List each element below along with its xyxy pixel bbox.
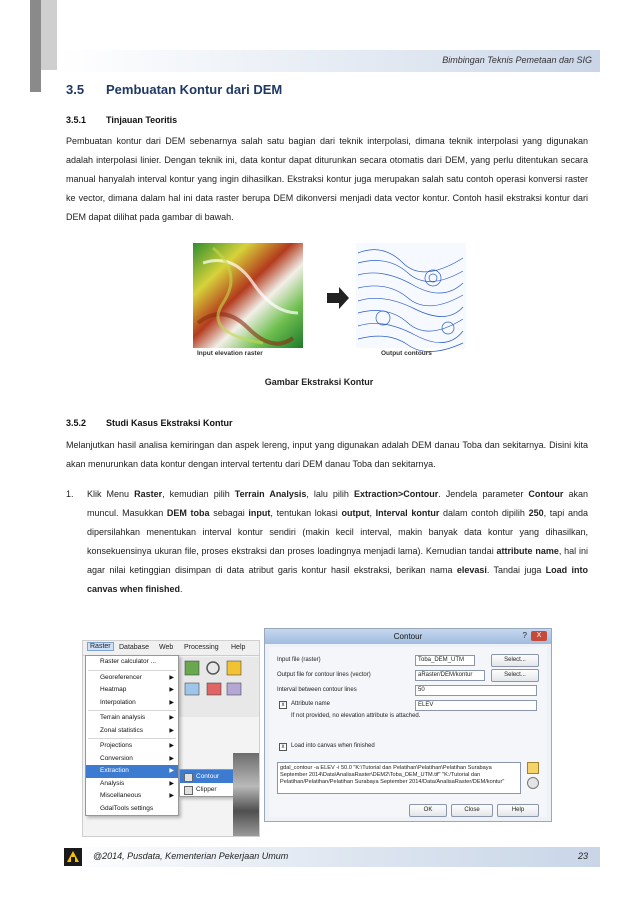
menu-item-projections[interactable]: Projections ▶ bbox=[86, 740, 178, 753]
menu-item-extraction[interactable]: Extraction ▶ bbox=[86, 765, 178, 778]
input-file-select[interactable]: Toba_DEM_UTM bbox=[415, 655, 475, 666]
input-raster-label: Input elevation raster bbox=[197, 350, 263, 357]
menu-item-georeferencer[interactable]: Georeferencer ▶ bbox=[86, 672, 178, 685]
subsection-title-theory bbox=[66, 115, 177, 125]
clipper-icon bbox=[184, 786, 193, 795]
raster-dropdown-menu bbox=[85, 655, 179, 816]
dialog-titlebar bbox=[265, 629, 551, 644]
ministry-logo-icon bbox=[64, 848, 82, 866]
submenu-item-clipper[interactable]: Clipper bbox=[180, 783, 236, 796]
figure-caption: Gambar Ekstraksi Kontur bbox=[264, 377, 374, 387]
menu-item-interpolation[interactable]: Interpolation ▶ bbox=[86, 697, 178, 710]
section-title bbox=[66, 82, 282, 97]
output-contours-label: Output contours bbox=[381, 350, 432, 357]
chevron-right-icon: ▶ bbox=[169, 768, 174, 774]
load-canvas-checkbox[interactable]: x bbox=[279, 743, 287, 751]
output-file-label: Output file for contour lines (vector) bbox=[277, 672, 371, 678]
output-file-field[interactable]: aRaster/DEM/kontur bbox=[415, 670, 485, 681]
step-1-text: Klik Menu Raster, kemudian pilih Terrain Analysis, lalu pilih Extraction>Contour. Jendela parameter Contour akan muncul. Masukkan DEM toba sebagai input, tentukan lokasi output, Interval kontur dalam contoh dipilih 250, tapi anda dipersilahkan menentukan interval kontur sendiri (makin kecil interval, makin banyak data kontur yang dihasilkan, konsekuensinya ukuran file, proses ekstraksi dan proses loadingnya menjadi lama). Kemudian tandai attribute name, hal ini agar nilai ketinggian disimpan di data atribut garis kontur hasil ekstraksi, berikan nama elevasi. Tandai juga Load into canvas when finished. bbox=[87, 489, 588, 594]
ok-button[interactable]: OK bbox=[409, 804, 447, 817]
chevron-right-icon: ▶ bbox=[169, 687, 174, 693]
output-contours-image bbox=[356, 243, 466, 352]
page-number: 23 bbox=[577, 851, 588, 861]
figure-graphic bbox=[193, 243, 466, 363]
menu-item-zonal-statistics[interactable]: Zonal statistics ▶ bbox=[86, 725, 178, 738]
gdal-command-text[interactable]: gdal_contour -a ELEV -i 50.0 "K:\Tutorial dan Pelatihan\Pelatihan\Pelatihan Surabaya September 2014\Data\AnalisaRaster\DEM2\Toba_DEM_UTM.tif" "K:/Tutorial dan Pelatihan/Pelatihan/Pelatihan Surabaya September 2014/Data/AnalisaRaster/DEM/kontur" bbox=[277, 762, 521, 794]
subsection-title-case-study bbox=[66, 418, 233, 428]
section-title-text: Pembuatan Kontur dari DEM bbox=[106, 82, 283, 97]
chevron-right-icon: ▶ bbox=[169, 793, 174, 799]
contour-dialog-screenshot bbox=[264, 628, 552, 822]
output-select-button[interactable]: Select... bbox=[491, 669, 539, 682]
header-decoration-dark bbox=[30, 0, 41, 92]
step-list bbox=[66, 485, 588, 599]
menu-processing[interactable]: Processing bbox=[184, 644, 219, 651]
menu-separator bbox=[88, 738, 176, 739]
case-study-paragraph: Melanjutkan hasil analisa kemiringan dan aspek lereng, input yang digunakan adalah DEM danau Toba dan sekitarnya. Disini kita akan menurunkan data kontur dengan interval tertentu dari DEM danau Toba dan sekitarnya. bbox=[66, 440, 588, 469]
input-file-label: Input file (raster) bbox=[277, 657, 321, 663]
qgis-menu-screenshot bbox=[82, 640, 260, 837]
chevron-right-icon: ▶ bbox=[169, 743, 174, 749]
attribute-label: Attribute name bbox=[291, 701, 331, 707]
toolbar-icons bbox=[179, 657, 259, 717]
subsection-number: 3.5.1 bbox=[66, 115, 87, 125]
menu-item-raster-calculator[interactable]: Raster calculator ... bbox=[100, 658, 156, 665]
chevron-right-icon: ▶ bbox=[169, 715, 174, 721]
dialog-title: Contour bbox=[393, 632, 423, 641]
dialog-body bbox=[269, 647, 547, 817]
chevron-right-icon: ▶ bbox=[169, 780, 174, 787]
menu-raster[interactable]: Raster bbox=[87, 642, 114, 651]
menu-web[interactable]: Web bbox=[159, 644, 174, 651]
reset-icon[interactable] bbox=[527, 777, 539, 789]
running-header: Bimbingan Teknis Pemetaan dan SIG bbox=[442, 55, 592, 65]
interval-field[interactable]: 50 bbox=[415, 685, 537, 696]
menu-item-gdaltools-settings[interactable]: GdalTools settings bbox=[100, 804, 154, 812]
menu-separator bbox=[88, 670, 176, 671]
map-canvas-preview bbox=[233, 753, 259, 836]
footer-copyright: @2014, Pusdata, Kementerian Pekerjaan Umum bbox=[93, 851, 289, 861]
arrow-icon bbox=[327, 287, 349, 309]
section-number: 3.5 bbox=[66, 82, 85, 97]
menu-database[interactable]: Database bbox=[119, 644, 149, 651]
chevron-right-icon: ▶ bbox=[169, 727, 174, 734]
step-marker: 1. bbox=[66, 489, 74, 499]
chevron-right-icon: ▶ bbox=[169, 674, 174, 681]
help-icon[interactable]: ? bbox=[522, 631, 527, 640]
load-canvas-label: Load into canvas when finished bbox=[291, 743, 375, 749]
menu-item-heatmap[interactable]: Heatmap ▶ bbox=[86, 684, 178, 697]
contour-icon bbox=[184, 773, 193, 782]
edit-icon[interactable] bbox=[527, 762, 539, 774]
chevron-right-icon: ▶ bbox=[169, 755, 174, 762]
input-select-button[interactable]: Select... bbox=[491, 654, 539, 667]
interval-label: Interval between contour lines bbox=[277, 687, 357, 693]
contour-extraction-figure bbox=[193, 243, 466, 363]
qgis-toolbar bbox=[179, 657, 259, 717]
attribute-checkbox[interactable]: x bbox=[279, 701, 287, 709]
extraction-submenu bbox=[179, 769, 237, 797]
menu-item-analysis[interactable]: Analysis ▶ bbox=[86, 778, 178, 791]
attribute-note: If not provided, no elevation attribute is attached. bbox=[291, 713, 421, 719]
header-decoration-light bbox=[41, 0, 57, 70]
input-raster-image bbox=[193, 243, 303, 348]
menu-item-terrain-analysis[interactable]: Terrain analysis ▶ bbox=[86, 712, 178, 725]
help-button[interactable]: Help bbox=[497, 804, 539, 817]
subsection-number: 3.5.2 bbox=[66, 418, 87, 428]
close-button[interactable]: Close bbox=[451, 804, 493, 817]
menu-help[interactable]: Help bbox=[231, 644, 246, 651]
attribute-field[interactable]: ELEV bbox=[415, 700, 537, 711]
submenu-item-contour[interactable]: Contour bbox=[180, 770, 236, 783]
menu-item-miscellaneous[interactable]: Miscellaneous ▶ bbox=[86, 790, 178, 803]
subsection-title-text: Tinjauan Teoritis bbox=[106, 115, 178, 125]
theory-paragraph: Pembuatan kontur dari DEM sebenarnya salah satu bagian dari teknik interpolasi, dimana teknik interpolasi yang digunakan adalah interpolasi linier. Dengan teknik ini, data kontur dapat diturunkan secara otomatis dari DEM, yang perlu ditentukan secara manual hanyalah interval kontur yang ingin dihasilkan. Ekstraksi kontur juga merupakan salah satu contoh operasi konversi raster ke vector, dimana dalam hal ini data raster berupa DEM dikonversi menjadi data vector kontur. Contoh hasil ekstraksi kontur dari DEM dapat dilihat pada gambar di bawah. bbox=[66, 136, 588, 222]
menu-separator bbox=[88, 710, 176, 711]
chevron-right-icon: ▶ bbox=[169, 699, 174, 706]
qgis-menubar bbox=[83, 641, 259, 656]
close-icon[interactable]: X bbox=[531, 631, 547, 641]
subsection-title-text: Studi Kasus Ekstraksi Kontur bbox=[106, 418, 233, 428]
menu-item-conversion[interactable]: Conversion ▶ bbox=[86, 753, 178, 766]
